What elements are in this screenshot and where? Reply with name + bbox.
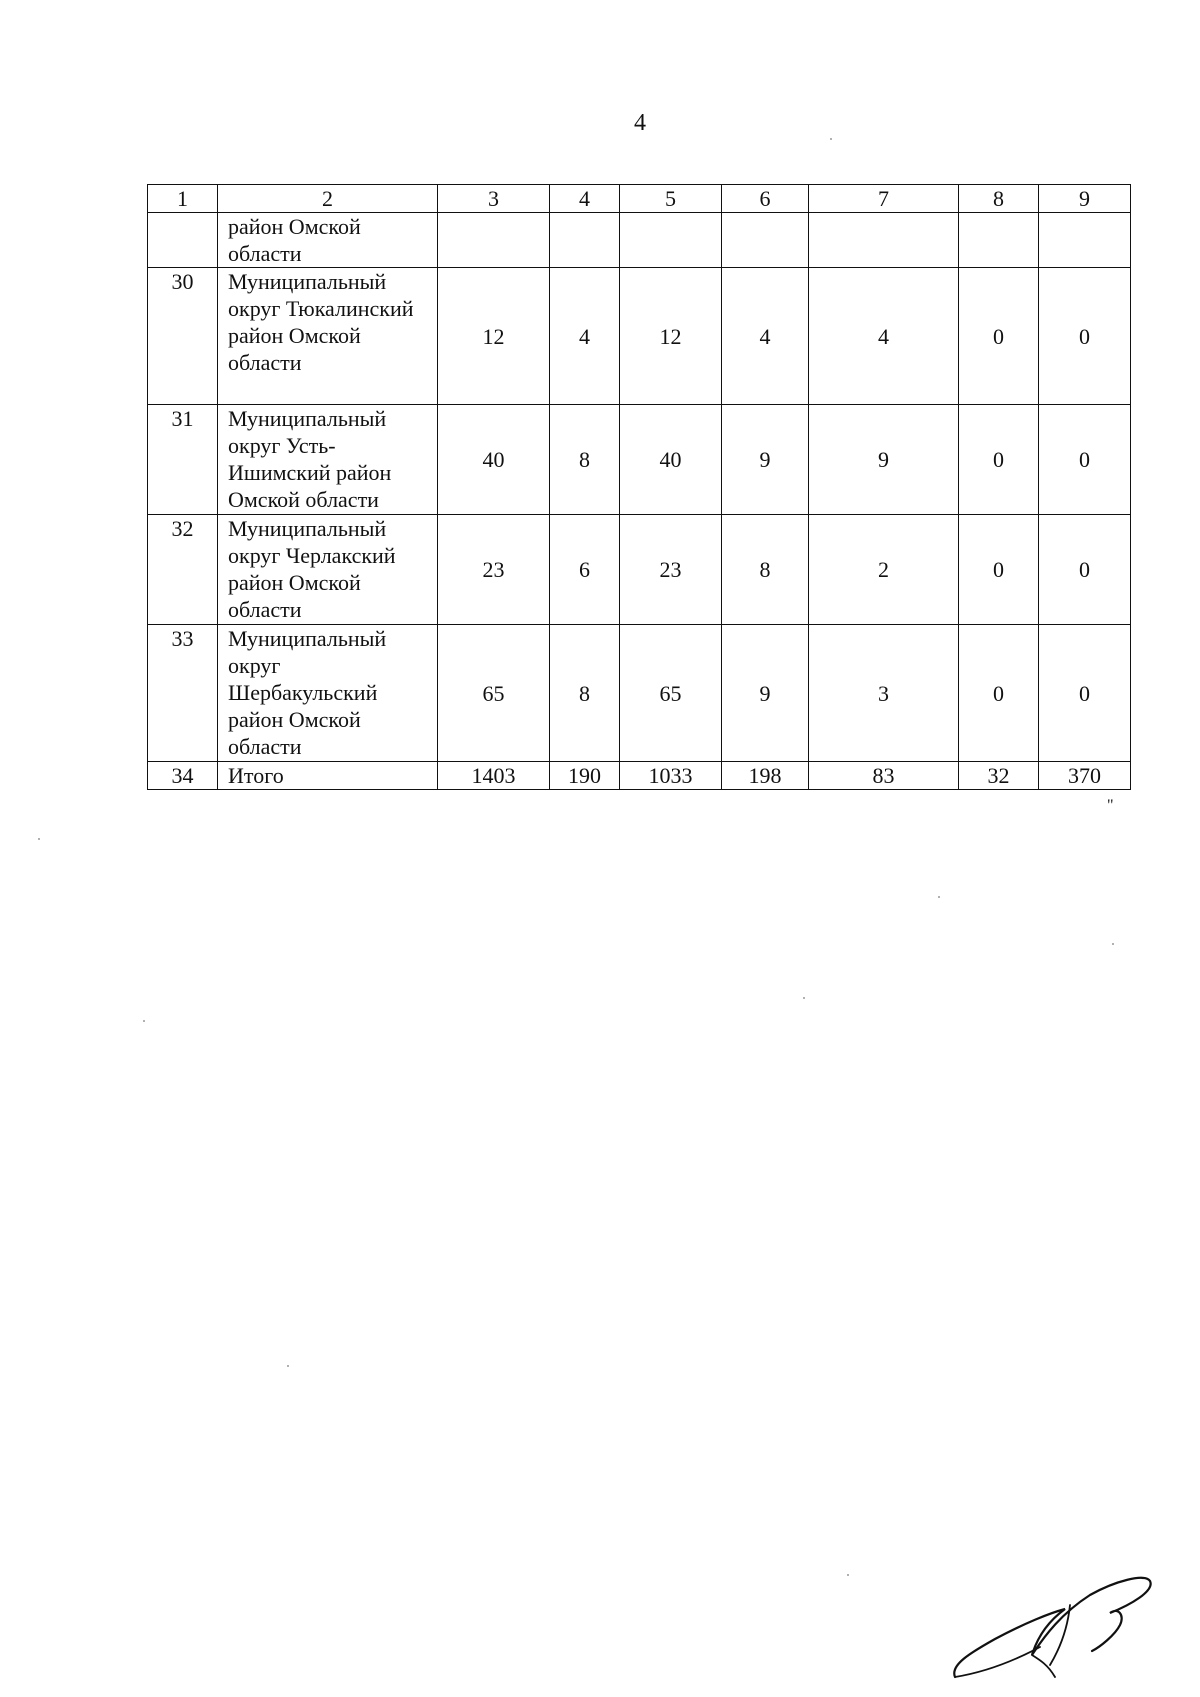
value-cell (959, 213, 1039, 268)
value-cell: 12 (438, 268, 550, 405)
total-value-cell: 32 (959, 762, 1039, 790)
header-cell: 6 (722, 185, 809, 213)
value-cell: 8 (722, 515, 809, 625)
table-header-row (148, 185, 1131, 213)
value-cell: 0 (1039, 268, 1131, 405)
row-number-cell: 31 (148, 405, 218, 515)
value-cell: 0 (959, 405, 1039, 515)
header-cell: 4 (550, 185, 620, 213)
total-value-cell: 370 (1039, 762, 1131, 790)
value-cell: 9 (722, 625, 809, 762)
row-number-cell: 34 (148, 762, 218, 790)
value-cell: 6 (550, 515, 620, 625)
total-value-cell: 198 (722, 762, 809, 790)
scan-speck (38, 838, 40, 840)
value-cell: 65 (620, 625, 722, 762)
value-cell: 9 (809, 405, 959, 515)
value-cell: 8 (550, 405, 620, 515)
value-cell: 8 (550, 625, 620, 762)
table-row (148, 268, 1131, 405)
closing-quote: " (1107, 797, 1114, 814)
value-cell: 23 (620, 515, 722, 625)
table-row-continuation (148, 213, 1131, 268)
district-name-cell: Муниципальный округ Черлакский район Омской области (218, 515, 438, 625)
district-name-cell: Муниципальный округ Шербакульский район Омской области (218, 625, 438, 762)
district-name-cell: Муниципальный округ Тюкалинский район Омской области (218, 268, 438, 405)
total-label-cell: Итого (218, 762, 438, 790)
data-table (147, 184, 1131, 790)
scan-speck (938, 896, 940, 898)
page-number: 4 (634, 110, 646, 136)
scan-speck (1112, 943, 1114, 945)
scan-speck (847, 1574, 849, 1576)
table-row (148, 405, 1131, 515)
header-cell: 2 (218, 185, 438, 213)
total-value-cell: 1033 (620, 762, 722, 790)
total-value-cell: 1403 (438, 762, 550, 790)
table-total-row (148, 762, 1131, 790)
value-cell: 12 (620, 268, 722, 405)
table-row (148, 515, 1131, 625)
value-cell: 4 (722, 268, 809, 405)
total-value-cell: 83 (809, 762, 959, 790)
value-cell: 0 (959, 268, 1039, 405)
value-cell: 23 (438, 515, 550, 625)
value-cell: 0 (959, 515, 1039, 625)
value-cell (550, 213, 620, 268)
header-cell: 1 (148, 185, 218, 213)
value-cell: 40 (438, 405, 550, 515)
table-row (148, 625, 1131, 762)
header-cell: 5 (620, 185, 722, 213)
value-cell: 65 (438, 625, 550, 762)
header-cell: 9 (1039, 185, 1131, 213)
header-cell: 7 (809, 185, 959, 213)
scan-speck (830, 138, 832, 140)
scan-speck (287, 1365, 289, 1367)
header-cell: 3 (438, 185, 550, 213)
value-cell: 40 (620, 405, 722, 515)
district-name-cell: Муниципальный округ Усть-Ишимский район Омской области (218, 405, 438, 515)
value-cell: 2 (809, 515, 959, 625)
header-cell: 8 (959, 185, 1039, 213)
scan-speck (143, 1020, 145, 1022)
total-value-cell: 190 (550, 762, 620, 790)
row-number-cell: 30 (148, 268, 218, 405)
value-cell (809, 213, 959, 268)
scan-speck (803, 997, 805, 999)
value-cell: 4 (809, 268, 959, 405)
value-cell: 0 (1039, 625, 1131, 762)
value-cell: 4 (550, 268, 620, 405)
value-cell: 9 (722, 405, 809, 515)
signature (950, 1565, 1160, 1685)
value-cell (722, 213, 809, 268)
row-number-cell (148, 213, 218, 268)
row-number-cell: 33 (148, 625, 218, 762)
value-cell: 0 (959, 625, 1039, 762)
value-cell: 3 (809, 625, 959, 762)
value-cell: 0 (1039, 405, 1131, 515)
row-number-cell: 32 (148, 515, 218, 625)
value-cell (438, 213, 550, 268)
signature-stroke (955, 1605, 1070, 1677)
value-cell: 0 (1039, 515, 1131, 625)
value-cell (1039, 213, 1131, 268)
value-cell (620, 213, 722, 268)
district-name-cell: район Омской области (218, 213, 438, 268)
